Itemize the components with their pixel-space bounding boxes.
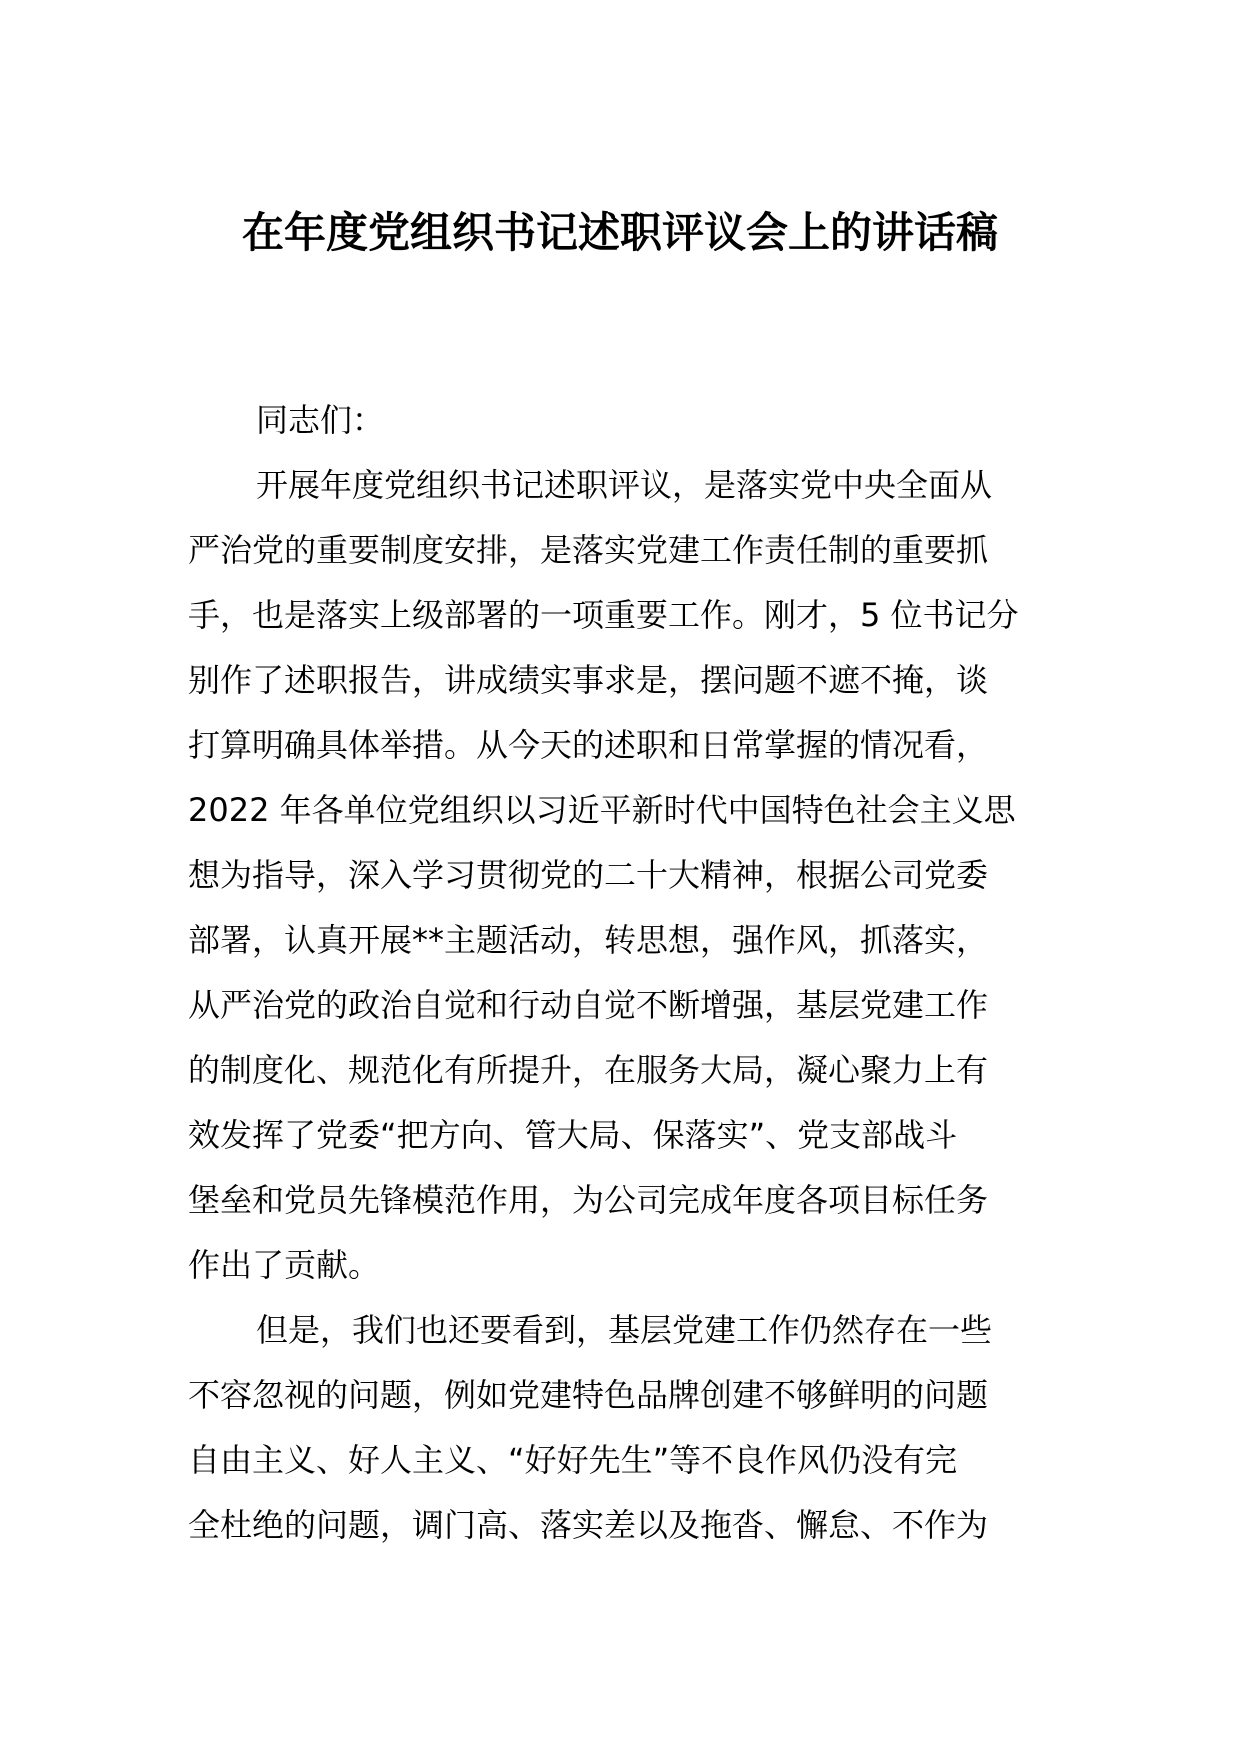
paragraph-line: 想为指导，深入学习贯彻党的二十大精神，根据公司党委 — [188, 856, 989, 894]
paragraph-line: 作出了贡献。 — [188, 1246, 381, 1284]
paragraph-line: 但是，我们也还要看到，基层党建工作仍然存在一些 — [256, 1311, 993, 1349]
paragraph-line: 自由主义、好人主义、“好好先生”等不良作风仍没有完 — [188, 1441, 958, 1479]
paragraph-line: 手，也是落实上级部署的一项重要工作。刚才，5 位书记分 — [188, 596, 1019, 634]
document-title: 在年度党组织书记述职评议会上的讲话稿 — [241, 208, 998, 257]
document-body — [188, 388, 1038, 1558]
paragraph-line: 不容忽视的问题，例如党建特色品牌创建不够鲜明的问题 — [188, 1376, 989, 1414]
paragraph-line: 部署，认真开展**主题活动，转思想，强作风，抓落实， — [188, 921, 989, 959]
paragraph-line: 严治党的重要制度安排，是落实党建工作责任制的重要抓 — [188, 531, 989, 569]
paragraph-line: 堡垒和党员先锋模范作用，为公司完成年度各项目标任务 — [188, 1181, 989, 1219]
paragraph-line: 别作了述职报告，讲成绩实事求是，摆问题不遮不掩，谈 — [188, 661, 989, 699]
salutation-line: 同志们： — [256, 401, 385, 439]
paragraph-line: 效发挥了党委“把方向、管大局、保落实”、党支部战斗 — [188, 1116, 958, 1154]
paragraph-line: 开展年度党组织书记述职评议，是落实党中央全面从 — [256, 466, 993, 504]
paragraph-line: 全杜绝的问题，调门高、落实差以及拖沓、懈怠、不作为 — [188, 1506, 989, 1544]
paragraph-line: 从严治党的政治自觉和行动自觉不断增强，基层党建工作 — [188, 986, 989, 1024]
paragraph-line: 的制度化、规范化有所提升，在服务大局，凝心聚力上有 — [188, 1051, 989, 1089]
paragraph-line: 打算明确具体举措。从今天的述职和日常掌握的情况看， — [188, 726, 989, 764]
paragraph-line: 2022 年各单位党组织以习近平新时代中国特色社会主义思 — [188, 791, 1016, 829]
